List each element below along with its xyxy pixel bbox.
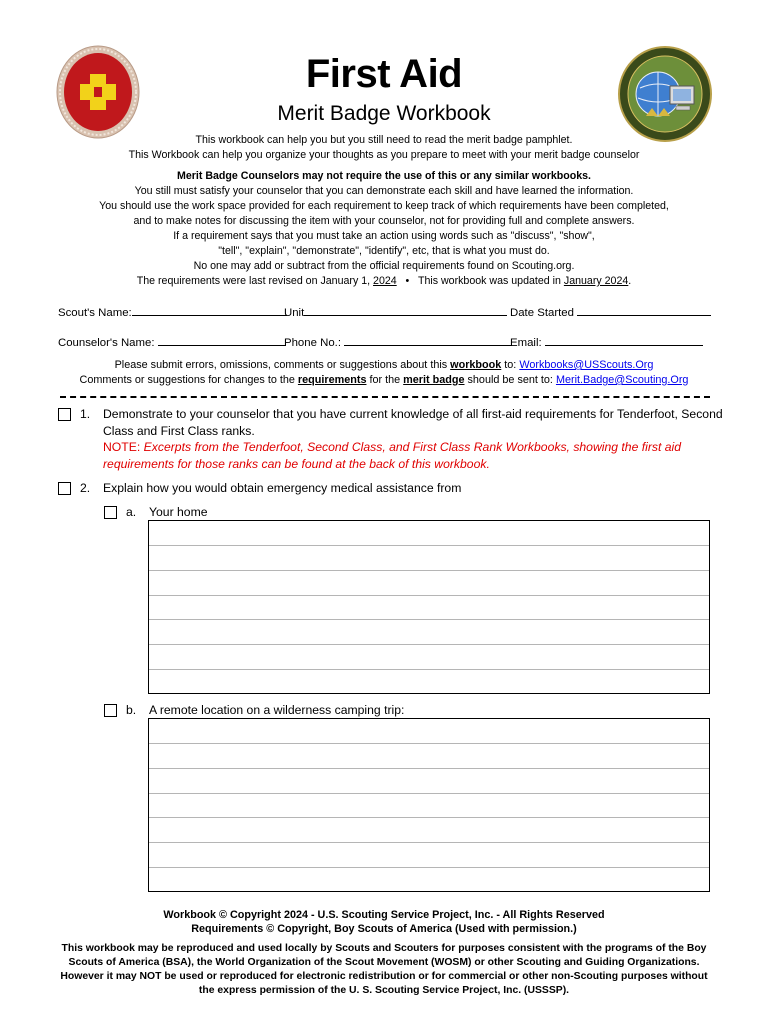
intro-line-2: This Workbook can help you organize your thoughts as you prepare to meet with your merit badge counselor — [128, 149, 640, 161]
revision-line — [19, 274, 749, 289]
answer-line — [149, 595, 709, 596]
counselor-name-field[interactable] — [58, 334, 286, 351]
answer-line — [149, 743, 709, 744]
req-2a-letter: a. — [126, 505, 137, 519]
answer-line — [149, 570, 709, 571]
updated-suffix: . — [628, 275, 632, 287]
footer-terms-line-1: This workbook may be reproduced and used locally by Scouts and Scouters for purposes consistent with the programs of the Boy — [61, 943, 707, 954]
answer-line — [149, 644, 709, 645]
section-separator — [60, 396, 710, 398]
answer-line — [149, 842, 709, 843]
req-2-text: Explain how you would obtain emergency medical assistance from — [103, 481, 462, 495]
contact-workbook-word: workbook — [450, 359, 502, 371]
email-blank[interactable] — [545, 334, 703, 346]
intro-line-4: You should use the work space provided for each requirement to keep track of which requirements have been completed, — [99, 200, 669, 212]
revised-year: 2024 — [373, 275, 397, 287]
req-2a-text: Your home — [149, 505, 208, 519]
answer-line — [149, 817, 709, 818]
counselor-name-blank[interactable] — [158, 334, 286, 346]
email-label: Email: — [510, 337, 542, 349]
req-2b-text: A remote location on a wilderness camping trip: — [149, 703, 405, 717]
intro-line-3: You still must satisfy your counselor that you can demonstrate each skill and have learned the information. — [134, 185, 634, 197]
email-field[interactable] — [510, 334, 703, 351]
updated-date: January 2024 — [563, 275, 629, 287]
answer-line — [149, 768, 709, 769]
contact-line-2 — [19, 373, 749, 388]
req-1-text-line-2: Class and First Class ranks. — [103, 423, 255, 438]
answer-line — [149, 867, 709, 868]
unit-field[interactable] — [284, 304, 507, 321]
date-started-field[interactable] — [510, 304, 711, 321]
contact-line-2-mid2: should be sent to: — [464, 374, 556, 386]
req-1-note-label: NOTE: — [103, 440, 144, 454]
page-title: First Aid — [305, 52, 463, 96]
answer-line — [149, 669, 709, 670]
footer-terms-line-2: Scouts of America (BSA), the World Organization of the Scout Movement (WOSM) or other Scouting and Guiding Organizations. — [68, 957, 700, 968]
req-1-text-line-1: Demonstrate to your counselor that you have current knowledge of all first-aid requirements for Tenderfoot, Second — [103, 407, 723, 421]
scout-name-label: Scout's Name: — [58, 307, 132, 319]
req-2b-checkbox[interactable] — [104, 704, 117, 717]
date-started-label: Date Started — [510, 307, 574, 319]
merit-badge-email-link[interactable]: Merit.Badge@Scouting.Org — [555, 374, 689, 386]
req-1-number: 1. — [80, 407, 91, 421]
scout-name-blank[interactable] — [132, 304, 287, 316]
contact-line-1-prefix: Please submit errors, omissions, comments or suggestions about this — [114, 359, 451, 371]
footer-copyright-line: Workbook © Copyright 2024 - U.S. Scouting Service Project, Inc. - All Rights Reserved — [163, 909, 605, 921]
footer-terms-line-4: the express permission of the U. S. Scouting Service Project, Inc. (USSSP). — [198, 985, 570, 996]
req-1-note-line-2: requirements for those ranks can be found at the back of this workbook. — [103, 456, 490, 471]
page-subtitle: Merit Badge Workbook — [277, 102, 491, 125]
revised-prefix: The requirements were last revised on January 1, — [136, 275, 374, 287]
updated-prefix: This workbook was updated in — [417, 275, 564, 287]
contact-merit-badge-word: merit badge — [403, 374, 465, 386]
req-1-note-line-1: Excerpts from the Tenderfoot, Second Class, and First Class Rank Workbooks, showing the first aid — [143, 440, 682, 454]
req-2a-answer-box[interactable] — [148, 520, 710, 694]
req-2b-answer-box[interactable] — [148, 718, 710, 892]
contact-line-2-prefix: Comments or suggestions for changes to the — [79, 374, 298, 386]
intro-line-8: No one may add or subtract from the official requirements found on Scouting.org. — [193, 260, 575, 272]
req-2a-checkbox[interactable] — [104, 506, 117, 519]
contact-line-1-mid: to: — [501, 359, 520, 371]
contact-line-2-mid: for the — [366, 374, 404, 386]
counselor-name-label: Counselor's Name: — [58, 337, 155, 349]
intro-line-5: and to make notes for discussing the item with your counselor, not for providing full and complete answers. — [133, 215, 635, 227]
answer-line — [149, 793, 709, 794]
answer-line — [149, 619, 709, 620]
contact-line-1 — [19, 358, 749, 373]
contact-requirements-word: requirements — [297, 374, 367, 386]
req-1-checkbox[interactable] — [58, 408, 71, 421]
unit-label: Unit — [284, 307, 305, 319]
bullet-separator: • — [405, 275, 410, 287]
phone-label: Phone No.: — [284, 337, 341, 349]
req-1-note — [103, 439, 723, 456]
phone-blank[interactable] — [344, 334, 512, 346]
req-2-checkbox[interactable] — [58, 482, 71, 495]
intro-line-1: This workbook can help you but you still need to read the merit badge pamphlet. — [195, 134, 573, 146]
footer-requirements-copyright: Requirements © Copyright, Boy Scouts of America (Used with permission.) — [191, 923, 577, 935]
footer-terms-line-3: However it may NOT be used or reproduced for electronic redistribution or for commercial or other non-Scouting purposes without — [60, 971, 708, 982]
intro-bold-line: Merit Badge Counselors may not require the use of this or any similar workbooks. — [176, 170, 591, 182]
workbooks-email-link[interactable]: Workbooks@USScouts.Org — [519, 359, 654, 371]
intro-line-6: If a requirement says that you must take an action using words such as "discuss", "show", — [173, 230, 595, 242]
intro-line-7: "tell", "explain", "demonstrate", "identify", etc, that is what you must do. — [218, 245, 550, 257]
date-started-blank[interactable] — [577, 304, 711, 316]
req-2b-letter: b. — [126, 703, 137, 717]
phone-field[interactable] — [284, 334, 512, 351]
req-1-text — [103, 406, 723, 472]
unit-blank[interactable] — [304, 304, 507, 316]
answer-line — [149, 545, 709, 546]
req-2-number: 2. — [80, 481, 91, 495]
scout-name-field[interactable] — [58, 304, 287, 321]
